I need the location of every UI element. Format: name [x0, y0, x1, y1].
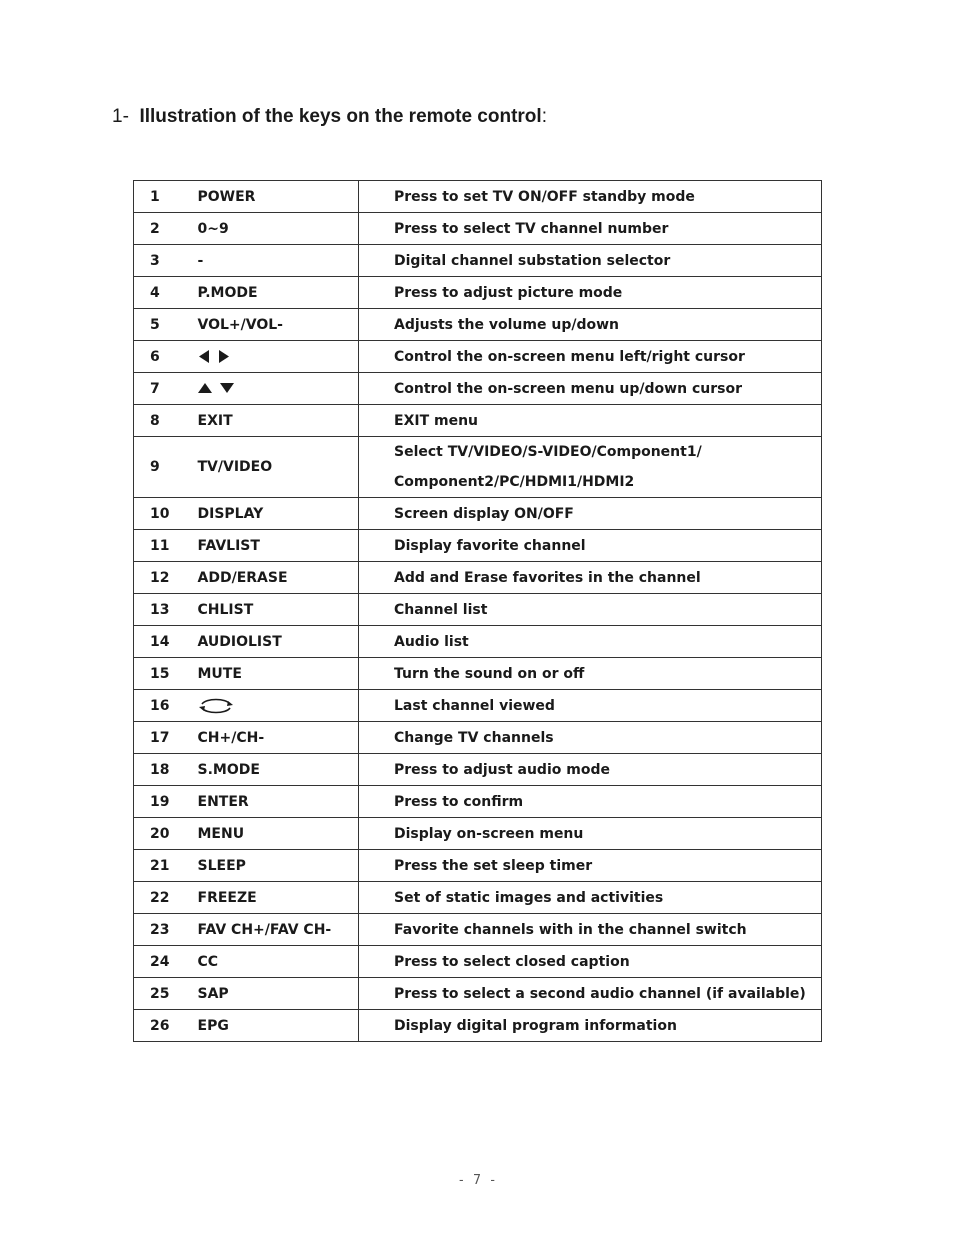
table-row — [134, 754, 822, 786]
page-number: - 7 - — [457, 1173, 497, 1188]
key-description: Last channel viewed — [359, 690, 822, 722]
key-description: Control the on-screen menu up/down cursor — [359, 373, 822, 405]
key-name: AUDIOLIST — [184, 626, 359, 658]
table-row — [134, 562, 822, 594]
table-row — [134, 978, 822, 1010]
row-number: 21 — [134, 850, 184, 882]
row-number: 5 — [134, 309, 184, 341]
row-number: 3 — [134, 245, 184, 277]
key-name: S.MODE — [184, 754, 359, 786]
key-name: P.MODE — [184, 277, 359, 309]
key-name: DISPLAY — [184, 498, 359, 530]
key-name — [184, 341, 359, 373]
key-name — [184, 690, 359, 722]
key-name: POWER — [184, 181, 359, 213]
key-name: ENTER — [184, 786, 359, 818]
key-description: Change TV channels — [359, 722, 822, 754]
row-number: 7 — [134, 373, 184, 405]
row-number: 8 — [134, 405, 184, 437]
key-name: 0~9 — [184, 213, 359, 245]
key-description: Adjusts the volume up/down — [359, 309, 822, 341]
row-number: 19 — [134, 786, 184, 818]
row-number: 10 — [134, 498, 184, 530]
key-description: Press to confirm — [359, 786, 822, 818]
key-description — [359, 437, 822, 498]
key-name: EPG — [184, 1010, 359, 1042]
row-number: 4 — [134, 277, 184, 309]
row-number: 17 — [134, 722, 184, 754]
key-description: Audio list — [359, 626, 822, 658]
key-name: MUTE — [184, 658, 359, 690]
key-description: Press to select a second audio channel (if available) — [359, 978, 822, 1010]
key-description: Set of static images and activities — [359, 882, 822, 914]
key-name: CC — [184, 946, 359, 978]
table-row — [134, 373, 822, 405]
down-arrow-icon — [220, 383, 234, 394]
key-name: TV/VIDEO — [184, 437, 359, 498]
key-description: Digital channel substation selector — [359, 245, 822, 277]
row-number: 14 — [134, 626, 184, 658]
table-row — [134, 309, 822, 341]
key-description: Press the set sleep timer — [359, 850, 822, 882]
row-number: 20 — [134, 818, 184, 850]
up-down-arrows-icon — [198, 383, 234, 394]
remote-keys-table — [133, 180, 822, 1042]
table-row — [134, 498, 822, 530]
table-row — [134, 341, 822, 373]
key-description: Press to select TV channel number — [359, 213, 822, 245]
table-row — [134, 850, 822, 882]
left-arrow-icon — [198, 350, 210, 363]
row-number: 1 — [134, 181, 184, 213]
key-name: EXIT — [184, 405, 359, 437]
key-name: FAV CH+/FAV CH- — [184, 914, 359, 946]
row-number: 25 — [134, 978, 184, 1010]
key-name: CH+/CH- — [184, 722, 359, 754]
table-row — [134, 946, 822, 978]
row-number: 22 — [134, 882, 184, 914]
key-description: Press to adjust audio mode — [359, 754, 822, 786]
row-number: 12 — [134, 562, 184, 594]
key-description-line: Component2/PC/HDMI1/HDMI2 — [394, 474, 635, 490]
right-arrow-icon — [218, 350, 230, 363]
row-number: 9 — [134, 437, 184, 498]
key-name: MENU — [184, 818, 359, 850]
key-name: - — [184, 245, 359, 277]
key-name: VOL+/VOL- — [184, 309, 359, 341]
key-description: Control the on-screen menu left/right cursor — [359, 341, 822, 373]
key-description: Favorite channels with in the channel switch — [359, 914, 822, 946]
table-row — [134, 437, 822, 498]
row-number: 6 — [134, 341, 184, 373]
key-description: Display on-screen menu — [359, 818, 822, 850]
table-row — [134, 626, 822, 658]
key-description: Press to adjust picture mode — [359, 277, 822, 309]
row-number: 2 — [134, 213, 184, 245]
key-description: Turn the sound on or off — [359, 658, 822, 690]
table-row — [134, 786, 822, 818]
table-row — [134, 1010, 822, 1042]
row-number: 15 — [134, 658, 184, 690]
table-row — [134, 245, 822, 277]
table-row — [134, 882, 822, 914]
key-description: Add and Erase favorites in the channel — [359, 562, 822, 594]
row-number: 23 — [134, 914, 184, 946]
table-row — [134, 818, 822, 850]
table-row — [134, 530, 822, 562]
key-name: FREEZE — [184, 882, 359, 914]
row-number: 24 — [134, 946, 184, 978]
left-right-arrows-icon — [198, 350, 230, 363]
table-row — [134, 277, 822, 309]
row-number: 26 — [134, 1010, 184, 1042]
row-number: 11 — [134, 530, 184, 562]
table-row — [134, 722, 822, 754]
heading-title: Illustration of the keys on the remote control — [139, 106, 542, 127]
table-row — [134, 213, 822, 245]
row-number: 16 — [134, 690, 184, 722]
row-number: 18 — [134, 754, 184, 786]
recall-icon — [198, 696, 234, 716]
table-row — [134, 181, 822, 213]
key-name: FAVLIST — [184, 530, 359, 562]
key-name — [184, 373, 359, 405]
section-heading — [112, 104, 547, 130]
key-name: SLEEP — [184, 850, 359, 882]
key-name: CHLIST — [184, 594, 359, 626]
key-description: EXIT menu — [359, 405, 822, 437]
key-description: Press to set TV ON/OFF standby mode — [359, 181, 822, 213]
key-name: SAP — [184, 978, 359, 1010]
heading-number: 1- — [112, 106, 129, 127]
table-row — [134, 405, 822, 437]
heading-colon: : — [541, 106, 547, 127]
table-row — [134, 594, 822, 626]
table-row — [134, 658, 822, 690]
key-description: Display digital program information — [359, 1010, 822, 1042]
row-number: 13 — [134, 594, 184, 626]
table-row — [134, 690, 822, 722]
table-row — [134, 914, 822, 946]
key-description: Channel list — [359, 594, 822, 626]
key-description: Display favorite channel — [359, 530, 822, 562]
key-description: Screen display ON/OFF — [359, 498, 822, 530]
key-description: Press to select closed caption — [359, 946, 822, 978]
up-arrow-icon — [198, 383, 212, 394]
key-name: ADD/ERASE — [184, 562, 359, 594]
key-description-line: Select TV/VIDEO/S-VIDEO/Component1/ — [394, 444, 702, 460]
